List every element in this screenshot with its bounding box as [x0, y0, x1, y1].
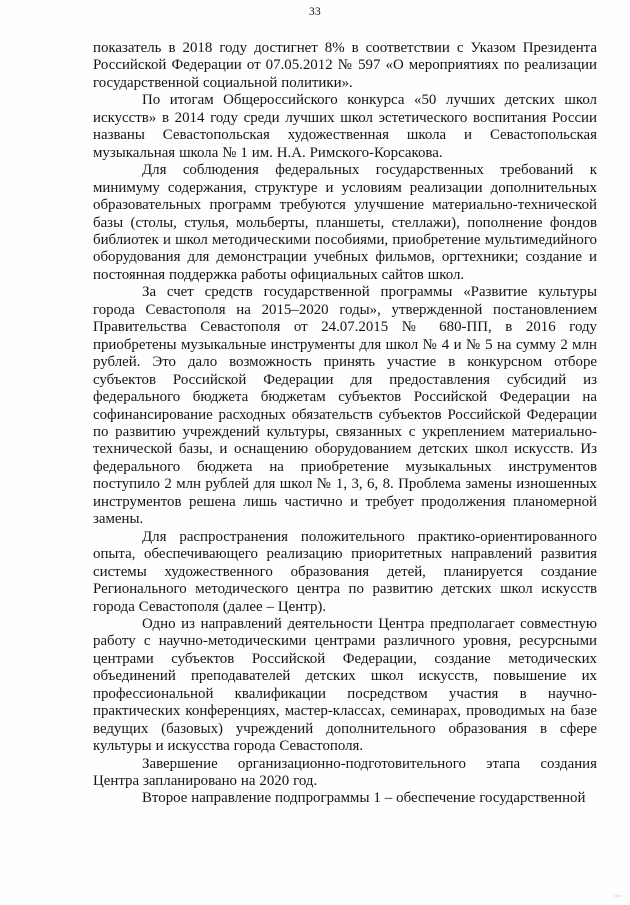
page-number: 33: [308, 6, 322, 18]
page-body: [93, 40, 597, 808]
paragraph-state-program-funding: За счет средств государственной программы «Развитие культуры города Севастополя на 2015–2020 годы», утвержденной постановлением Правительства Севастополя от 24.07.2015 № 680-ПП, в 2016 году приобретены музыкальные инструменты для школ № 4 и № 5 на сумму 2 млн рублей. Это дало возможность принять участие в конкурсном отборе субъектов Российской Федерации для предоставления субсидий из федерального бюджета бюджетам субъектов Российской Федерации на софинансирование расходных обязательств субъектов Российской Федерации по развитию учреждений культуры, связанных с укреплением материально-технической базы, и оснащению оборудованием детских школ искусств. Из федерального бюджета на приобретение музыкальных инструментов поступило 2 млн рублей для школ № 1, 3, 6, 8. Проблема замены изношенных инструментов решена лишь частично и требует продолжения планомерной замены.: [93, 284, 597, 528]
paragraph-center-timeline: Завершение организационно-подготовительного этапа создания Центра запланировано на 2020 год.: [93, 755, 597, 790]
scan-edge-mark: [614, 895, 622, 897]
paragraph-center-activities: Одно из направлений деятельности Центра предполагает совместную работу с научно-методическими центрами различного уровня, ресурсными центрами субъектов Российской Федерации, создание методических объединений преподавателей детских школ искусств, повышение их профессиональной квалификации посредством участия в научно-практических конференциях, мастер-классах, семинарах, проводимых на базе ведущих (базовых) учреждений дополнительного образования в сфере культуры и искусства города Севастополя.: [93, 615, 597, 755]
paragraph-contest-results: По итогам Общероссийского конкурса «50 лучших детских школ искусств» в 2014 году среди лучших школ эстетического воспитания России названы Севастопольская художественная школа и Севастопольская музыкальная школа № 1 им. Н.А. Римского-Корсакова.: [93, 92, 597, 161]
paragraph-continuation: показатель в 2018 году достигнет 8% в соответствии с Указом Президента Российской Федерации от 07.05.2012 № 597 «О мероприятиях по реализации государственной социальной политики».: [93, 40, 597, 91]
paragraph-federal-requirements: Для соблюдения федеральных государственных требований к минимуму содержания, структуре и условиям реализации дополнительных образовательных программ требуются улучшение материально-технической базы (столы, стулья, мольберты, планшеты, стеллажи), пополнение фондов библиотек и школ методическими пособиями, приобретение мультимедийного оборудования для демонстрации учебных фильмов, оргтехники; создание и постоянная поддержка работы официальных сайтов школ.: [93, 162, 597, 283]
paragraph-second-direction: Второе направление подпрограммы 1 – обеспечение государственной: [142, 790, 586, 807]
paragraph-methodical-center: Для распространения положительного практико-ориентированного опыта, обеспечивающего реализацию приоритетных направлений развития системы художественного образования детей, планируется создание Регионального методического центра по развитию детских школ искусств города Севастополя (далее – Центр).: [93, 528, 597, 615]
